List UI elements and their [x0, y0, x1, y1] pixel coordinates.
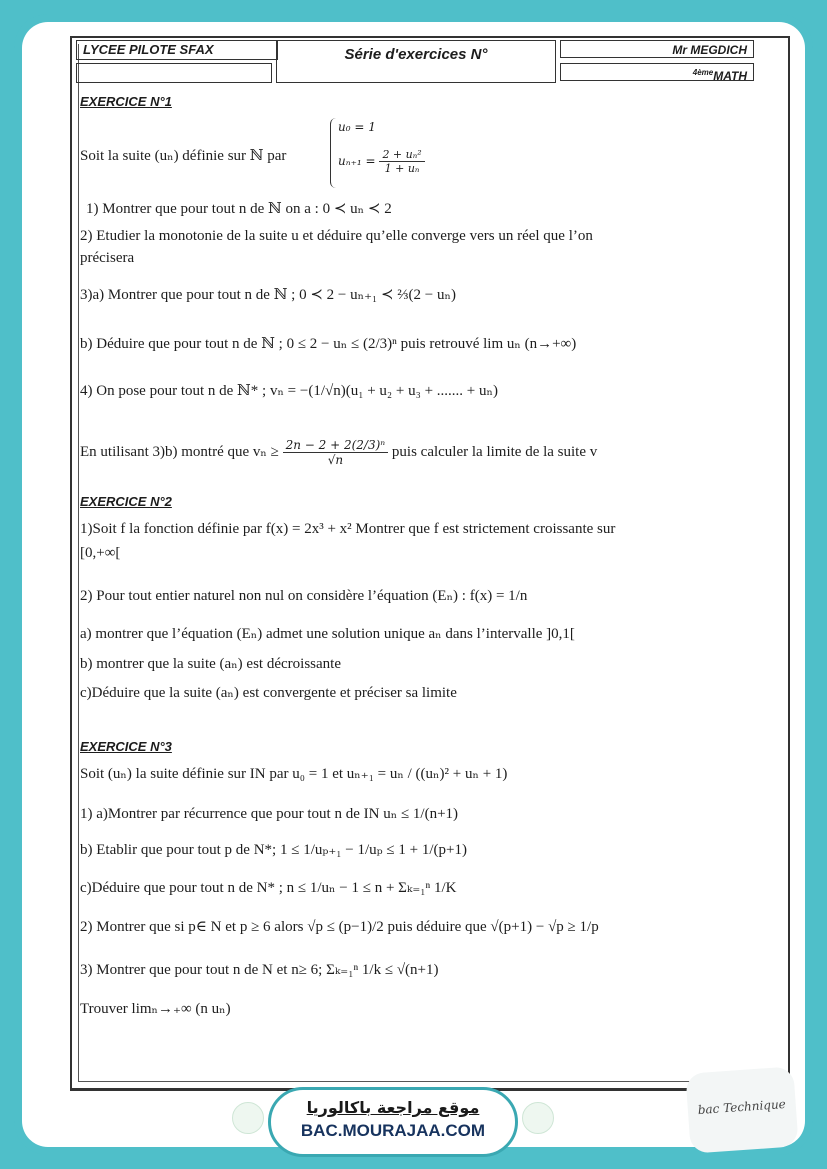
ex1-q2-line2: précisera	[80, 250, 135, 266]
ex2-qc: c)Déduire que la suite (aₙ) est convergente et préciser sa limite	[80, 685, 457, 701]
ex2-q1-interval: [0,+∞[	[80, 545, 121, 561]
ex1-sys-fraction	[379, 148, 424, 175]
ex3-q1: 1) a)Montrer par récurrence que pour tout n de IN uₙ ≤ 1/(n+1)	[80, 806, 459, 822]
ex1-q4b-fraction	[283, 438, 389, 467]
school-blank-box	[76, 63, 272, 83]
exercise-1-title: EXERCICE N°1	[80, 94, 172, 109]
ex1-q4b	[80, 438, 597, 467]
ex3-q4: Trouver limₙ→₊∞ (n uₙ)	[80, 1001, 231, 1017]
teacher-name: Mr MEGDICH	[560, 40, 754, 58]
ex1-q4b-denominator: √n	[327, 453, 344, 467]
site-banner[interactable]	[268, 1087, 518, 1157]
ex3-qb: b) Etablir que pour tout p de N*; 1 ≤ 1/uₚ₊₁ − 1/uₚ ≤ 1 + 1/(p+1)	[80, 842, 467, 858]
site-arabic-name: موقع مراجعة باكالوريا	[306, 1098, 480, 1117]
ex3-qc: c)Déduire que pour tout n de N* ; n ≤ 1/uₙ − 1 ≤ n + Σₖ₌₁ⁿ 1/K	[80, 880, 457, 896]
site-logo-right-icon	[522, 1102, 554, 1134]
ex1-intro: Soit la suite (uₙ) définie sur ℕ par	[80, 148, 287, 164]
exercise-2-title: EXERCICE N°2	[80, 494, 172, 509]
ex1-q4b-numerator: 2n − 2 + 2(2/3)ⁿ	[283, 438, 389, 453]
ex1-q4b-post: puis calculer la limite de la suite v	[391, 443, 598, 460]
ex1-q4: 4) On pose pour tout n de ℕ* ; vₙ = −(1/√n)(u₁ + u₂ + u₃ + ....... + uₙ)	[80, 383, 498, 399]
ex3-intro: Soit (uₙ) la suite définie sur IN par u₀ = 1 et uₙ₊₁ = uₙ / ((uₙ)² + uₙ + 1)	[80, 766, 508, 782]
ex1-sys-recurrence	[338, 148, 425, 175]
ex3-q2: 2) Montrer que si p∈ N et p ≥ 6 alors √p ≤ (p−1)/2 puis déduire que √(p+1) − √p ≥ 1/p	[80, 919, 599, 935]
ex2-qb: b) montrer que la suite (aₙ) est décroissante	[80, 656, 341, 672]
bac-technique-text: bac Technique	[697, 1096, 787, 1118]
level-text: MATH	[713, 69, 747, 83]
ex1-q4b-pre: En utilisant 3)b) montré que vₙ ≥	[80, 443, 279, 460]
ex2-qa: a) montrer que l’équation (Eₙ) admet une solution unique aₙ dans l’intervalle ]0,1[	[80, 626, 575, 642]
site-logo-left-icon	[232, 1102, 264, 1134]
site-url-link[interactable]: BAC.MOURAJAA.COM	[300, 1121, 486, 1140]
ex1-q1: 1) Montrer que pour tout n de ℕ on a : 0 ≺ uₙ ≺ 2	[86, 201, 392, 217]
ex1-sys-lhs: uₙ₊₁ =	[338, 154, 376, 168]
ex1-sys-denominator: 1 + uₙ	[384, 162, 420, 175]
ex1-q3a: 3)a) Montrer que pour tout n de ℕ ; 0 ≺ 2 − uₙ₊₁ ≺ ⅔(2 − uₙ)	[80, 287, 456, 303]
ex1-sys-numerator: 2 + uₙ²	[379, 148, 424, 162]
level-superscript: 4ème	[692, 68, 714, 77]
bac-technique-badge	[685, 1066, 798, 1153]
exercise-3-title: EXERCICE N°3	[80, 739, 172, 754]
ex1-q3b: b) Déduire que pour tout n de ℕ ; 0 ≤ 2 − uₙ ≤ (2/3)ⁿ puis retrouvé lim uₙ (n→+∞)	[80, 336, 577, 352]
series-title: Série d'exercices N°	[276, 40, 556, 83]
ex1-q2-line1: 2) Etudier la monotonie de la suite u et déduire qu’elle converge vers un réel que l’on	[80, 228, 593, 244]
ex3-q3: 3) Montrer que pour tout n de N et n≥ 6; Σₖ₌₁ⁿ 1/k ≤ √(n+1)	[80, 962, 439, 978]
ex1-sys-u0: u₀ = 1	[338, 120, 376, 134]
school-name: LYCEE PILOTE SFAX	[76, 40, 278, 60]
level-label	[560, 63, 754, 81]
ex2-q2: 2) Pour tout entier naturel non nul on considère l’équation (Eₙ) : f(x) = 1/n	[80, 588, 528, 604]
ex2-q1: 1)Soit f la fonction définie par f(x) = 2x³ + x² Montrer que f est strictement croissante sur	[80, 521, 616, 537]
